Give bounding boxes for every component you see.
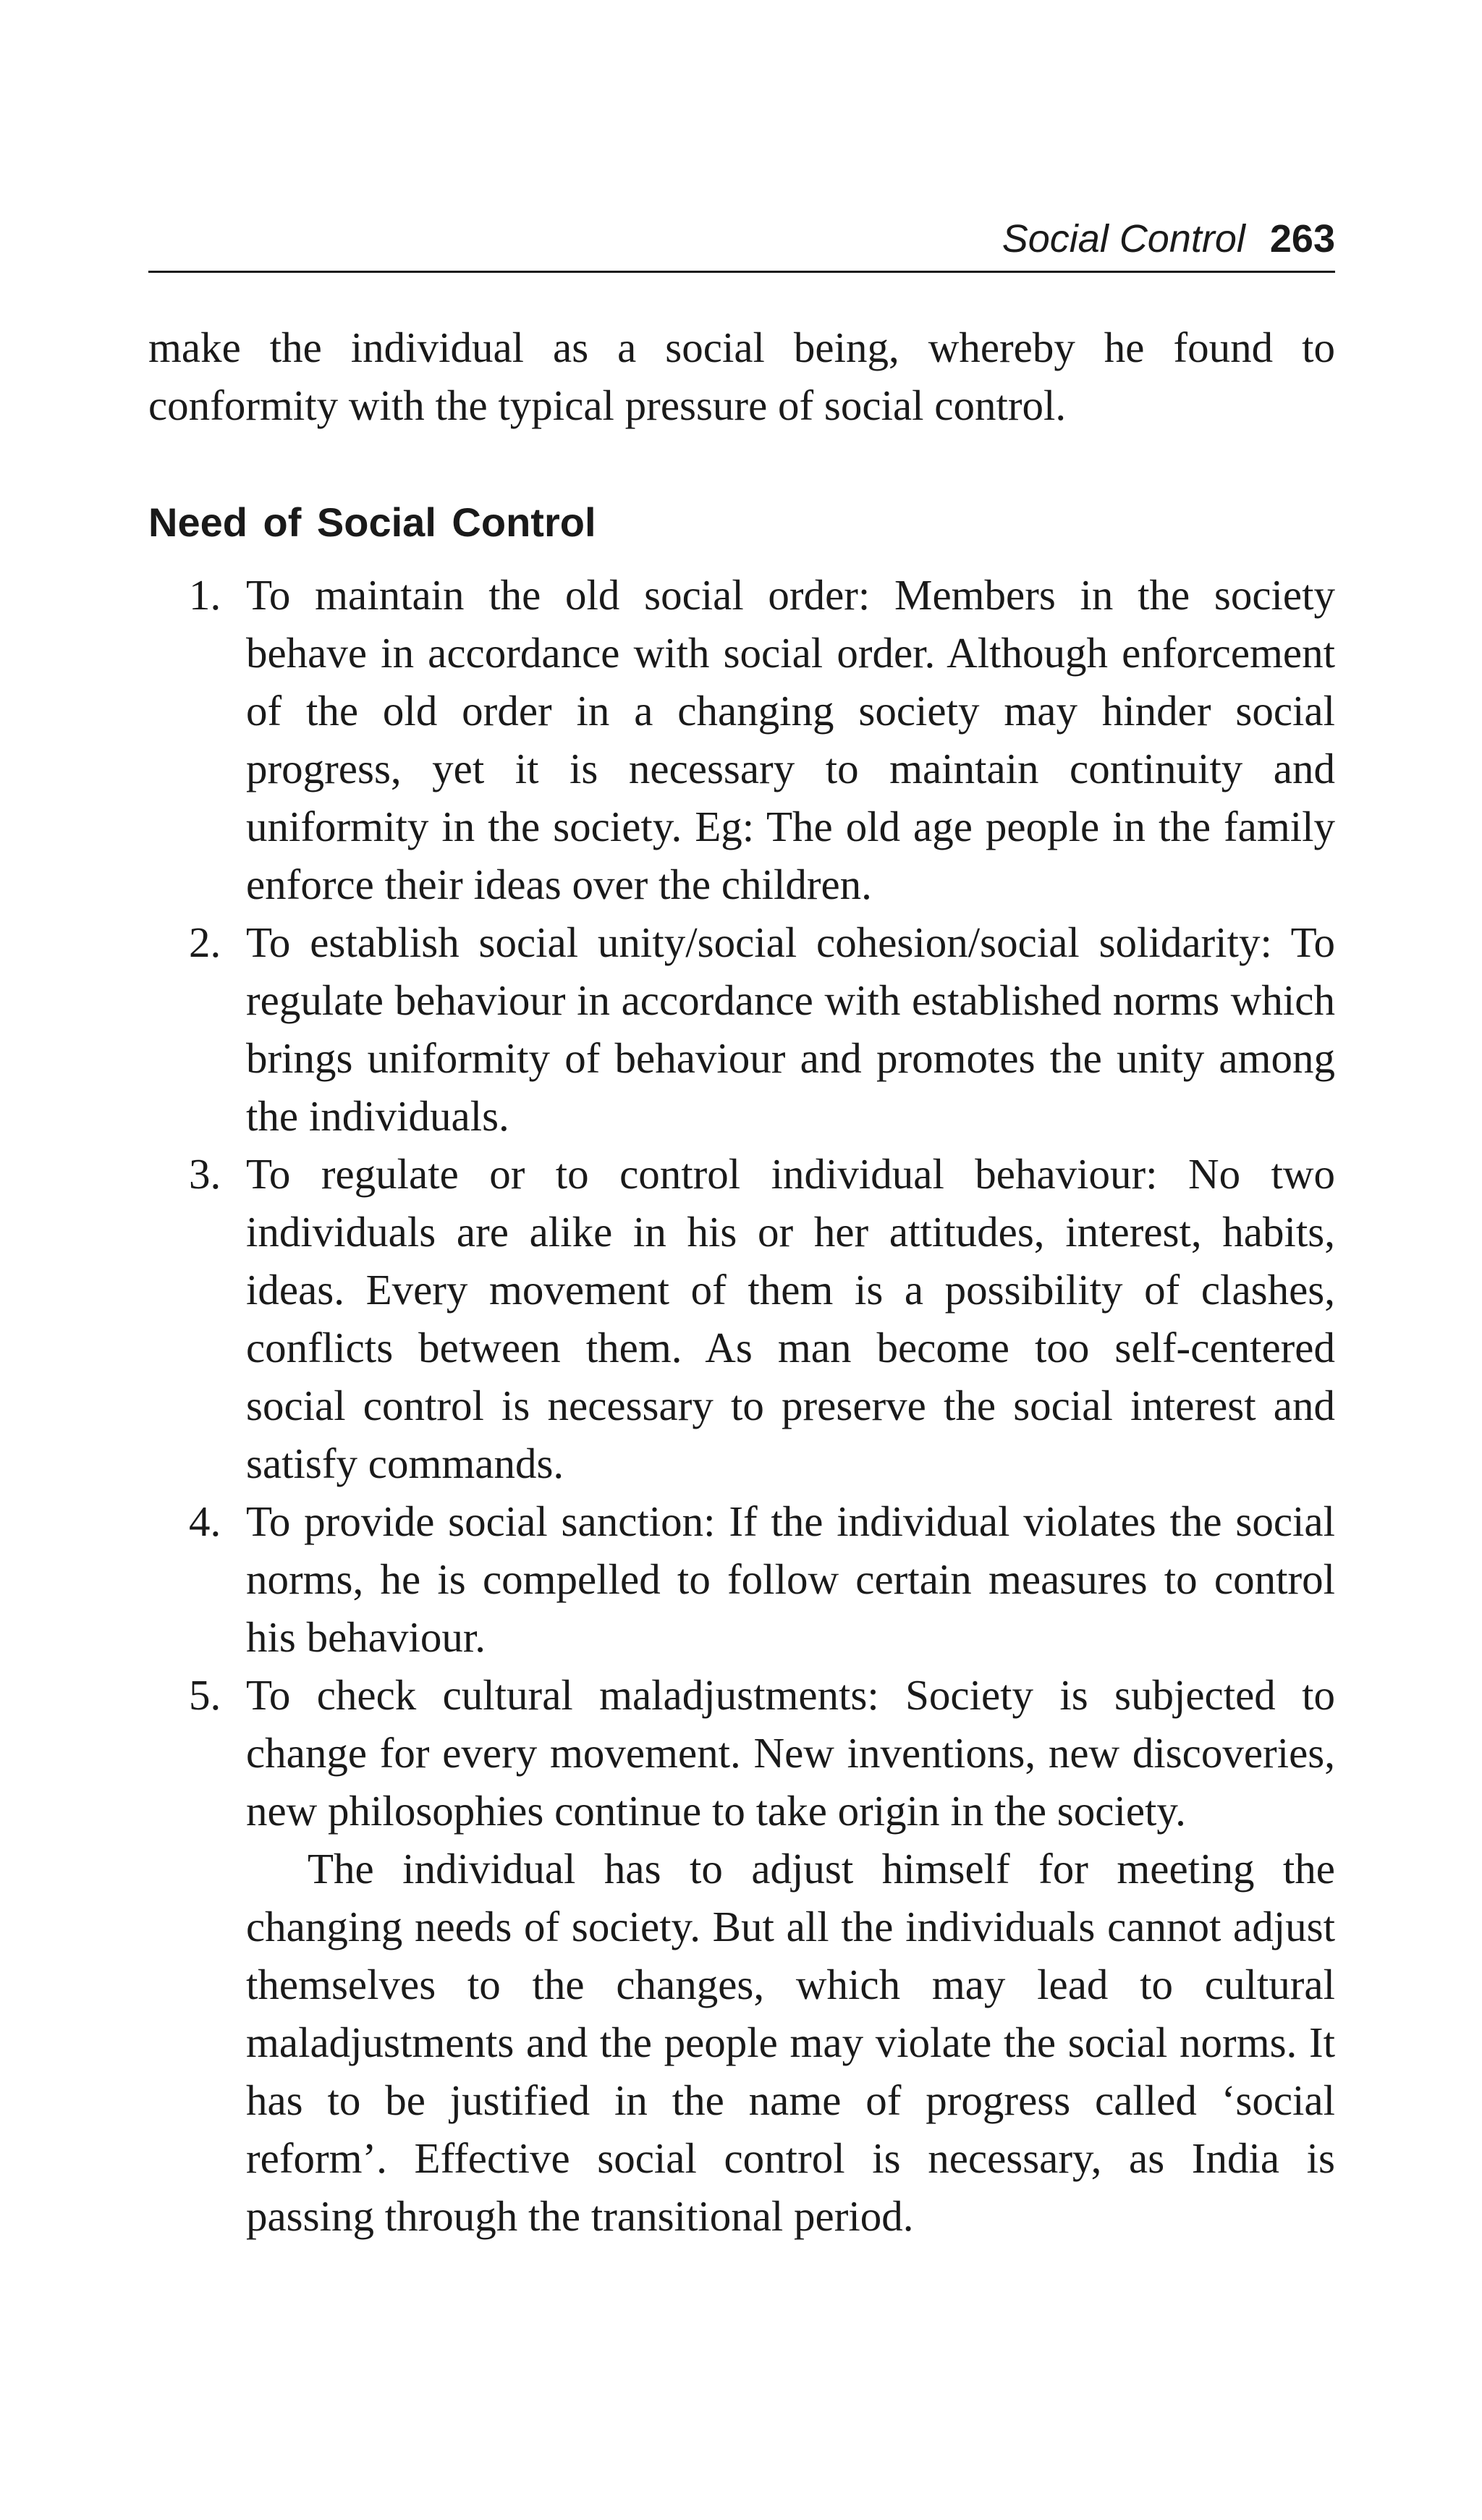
list-item-number: 1. (189, 571, 221, 619)
closing-container (148, 1840, 1335, 2245)
list-item (148, 913, 1335, 1145)
list-item-number: 5. (189, 1671, 221, 1719)
list-item (148, 1666, 1335, 1840)
running-header (148, 210, 1335, 268)
list-item-text: To maintain the old social order: Members in the society behave in accordance with social order. Although enforcement of the old order in a changing society may hinder social progress, yet it is necessary to maintain continuity and uniformity in the society. Eg: The old age people in the family enforce their ideas over the children. (246, 571, 1335, 908)
list-item-number: 4. (189, 1497, 221, 1545)
running-title: Social Control (1002, 217, 1245, 261)
header-rule (148, 271, 1335, 273)
intro-paragraph: make the individual as a social being, whereby he found to conformity with the typical pressure of social control. (148, 324, 1335, 429)
page-number: 263 (1269, 217, 1335, 261)
closing-paragraph: The individual has to adjust himself for meeting the changing needs of society. But all the individuals cannot adjust themselves to the changes, which may lead to cultural maladjustments and the people may violate the social norms. It has to be justified in the name of progress called ‘social reform’. Effective social control is necessary, as India is passing through the transitional period. (246, 1845, 1335, 2240)
list-item (148, 1145, 1335, 1492)
section-heading: Need of Social Control (148, 499, 596, 545)
list-item (148, 1492, 1335, 1666)
list-item-text: To provide social sanction: If the individual violates the social norms, he is compelled to follow certain measures to control his behaviour. (246, 1497, 1335, 1661)
list-item-text: To regulate or to control individual behaviour: No two individuals are alike in his or her attitudes, interest, habits, ideas. Every movement of them is a possibility of clashes, conflicts between them. As man become too self-centered social control is necessary to preserve the social interest and satisfy commands. (246, 1150, 1335, 1487)
list-item-number: 2. (189, 918, 221, 966)
need-list (148, 566, 1335, 2245)
list-item-number: 3. (189, 1150, 221, 1198)
list-item (148, 566, 1335, 913)
list-item-text: To establish social unity/social cohesion/social solidarity: To regulate behaviour in accordance with established norms which brings uniformity of behaviour and promotes the unity among the individuals. (246, 918, 1335, 1140)
list-item-text: To check cultural maladjustments: Society is subjected to change for every movement. New inventions, new discoveries, new philosophies continue to take origin in the society. (246, 1671, 1335, 1835)
